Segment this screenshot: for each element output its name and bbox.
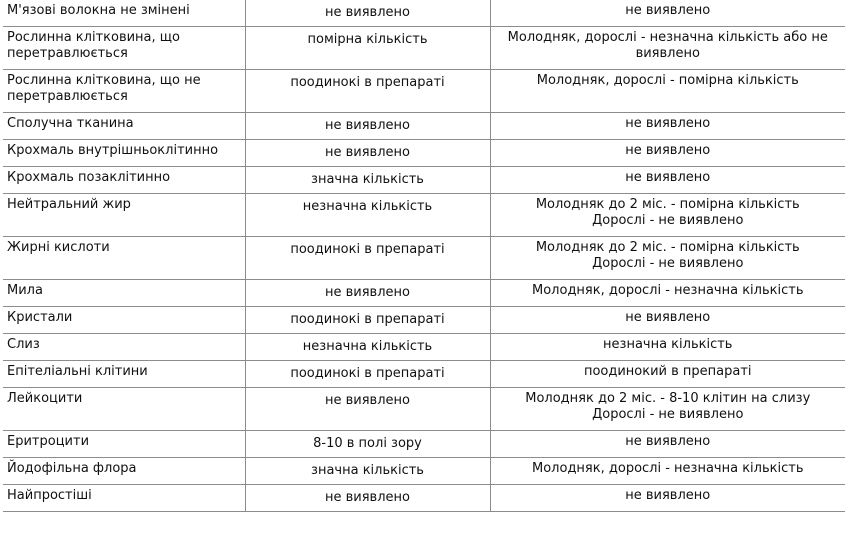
reference-cell — [490, 280, 845, 307]
reference-line: Молодняк до 2 міс. - 8-10 клітин на слизу — [525, 391, 811, 406]
table-row — [3, 458, 845, 485]
parameter-cell: Найпростіші — [3, 485, 245, 512]
reference-cell — [490, 70, 845, 113]
result-cell: поодинокі в препараті — [245, 70, 490, 113]
table-row — [3, 194, 845, 237]
result-cell: не виявлено — [245, 280, 490, 307]
result-cell: незначна кількість — [245, 334, 490, 361]
parameter-cell: М'язові волокна не змінені — [3, 0, 245, 27]
parameter-cell: Лейкоцити — [3, 388, 245, 431]
table-row — [3, 70, 845, 113]
reference-cell — [490, 307, 845, 334]
table-row — [3, 431, 845, 458]
parameter-cell: Слиз — [3, 334, 245, 361]
result-cell: значна кількість — [245, 458, 490, 485]
reference-cell — [490, 485, 845, 512]
reference-cell — [490, 361, 845, 388]
result-cell: не виявлено — [245, 113, 490, 140]
result-cell: помірна кількість — [245, 27, 490, 70]
reference-line: Молодняк до 2 міс. - помірна кількість — [535, 240, 800, 255]
reference-line: Молодняк, дорослі - помірна кількість — [536, 73, 799, 88]
table-row — [3, 27, 845, 70]
table-row — [3, 485, 845, 512]
result-cell: 8-10 в полі зору — [245, 431, 490, 458]
table-row — [3, 0, 845, 27]
reference-cell — [490, 334, 845, 361]
parameter-cell: Крохмаль внутрішньоклітинно — [3, 140, 245, 167]
reference-line: не виявлено — [625, 3, 711, 18]
reference-line-second: Дорослі - не виявлено — [592, 407, 744, 422]
reference-line: не виявлено — [625, 488, 711, 503]
reference-line: не виявлено — [625, 434, 711, 449]
reference-line: не виявлено — [625, 143, 711, 158]
parameter-cell: Епітеліальні клітини — [3, 361, 245, 388]
reference-line: не виявлено — [625, 310, 711, 325]
parameter-cell: Мила — [3, 280, 245, 307]
table-row — [3, 361, 845, 388]
reference-cell — [490, 167, 845, 194]
result-cell: не виявлено — [245, 485, 490, 512]
reference-cell — [490, 458, 845, 485]
reference-cell — [490, 113, 845, 140]
parameter-cell: Сполучна тканина — [3, 113, 245, 140]
parameter-cell: Рослинна клітковина, що перетравлюється — [3, 27, 245, 70]
reference-line: Молодняк, дорослі - незначна кількість — [532, 283, 804, 298]
reference-cell — [490, 431, 845, 458]
result-cell: не виявлено — [245, 388, 490, 431]
reference-cell — [490, 0, 845, 27]
result-cell: поодинокі в препараті — [245, 237, 490, 280]
parameter-cell: Еритроцити — [3, 431, 245, 458]
reference-line: Молодняк, дорослі - незначна кількість — [532, 461, 804, 476]
parameter-cell: Йодофільна флора — [3, 458, 245, 485]
table-row — [3, 280, 845, 307]
reference-cell — [490, 140, 845, 167]
reference-line: поодинокий в препараті — [583, 364, 752, 379]
reference-cell — [490, 237, 845, 280]
reference-cell — [490, 27, 845, 70]
table-row — [3, 113, 845, 140]
table-row — [3, 167, 845, 194]
table-row — [3, 388, 845, 431]
table-row — [3, 334, 845, 361]
reference-line-second: Дорослі - не виявлено — [592, 213, 744, 228]
parameter-cell: Крохмаль позаклітинно — [3, 167, 245, 194]
table-row — [3, 307, 845, 334]
results-table-body — [3, 0, 845, 512]
parameter-cell: Кристали — [3, 307, 245, 334]
reference-line-second: Дорослі - не виявлено — [592, 256, 744, 271]
results-table — [3, 0, 845, 512]
result-cell: поодинокі в препараті — [245, 361, 490, 388]
reference-cell — [490, 388, 845, 431]
parameter-cell: Жирні кислоти — [3, 237, 245, 280]
parameter-cell: Рослинна клітковина, що не перетравлюється — [3, 70, 245, 113]
reference-line: не виявлено — [625, 170, 711, 185]
result-cell: не виявлено — [245, 0, 490, 27]
reference-line: не виявлено — [625, 116, 711, 131]
reference-line: Молодняк, дорослі - незначна кількість або не виявлено — [507, 30, 828, 61]
table-row — [3, 237, 845, 280]
reference-cell — [490, 194, 845, 237]
reference-line: незначна кількість — [603, 337, 733, 352]
result-cell: значна кількість — [245, 167, 490, 194]
result-cell: не виявлено — [245, 140, 490, 167]
result-cell: поодинокі в препараті — [245, 307, 490, 334]
table-row — [3, 140, 845, 167]
reference-line: Молодняк до 2 міс. - помірна кількість — [535, 197, 800, 212]
result-cell: незначна кількість — [245, 194, 490, 237]
parameter-cell: Нейтральний жир — [3, 194, 245, 237]
